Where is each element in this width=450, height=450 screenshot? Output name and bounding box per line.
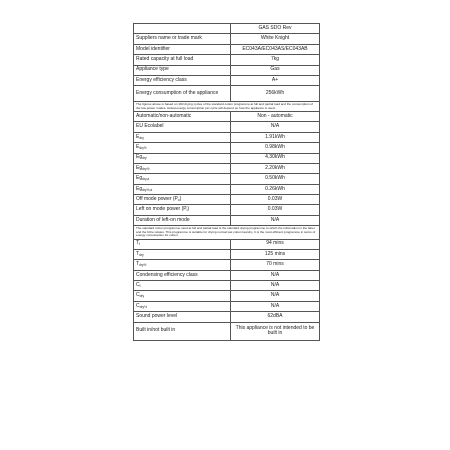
row-value: 256kWh: [231, 86, 320, 102]
row-value: 0.98kWh: [231, 143, 320, 153]
row-label: Model identifier: [134, 44, 231, 54]
row-label: $Eg_{dry\frac{1}{2}}$: [134, 163, 231, 173]
energy-note: The figures above is based on 160 drying cycles of the standard cotton programme at full and partial load and the consumption of the low-power modes. Actual energy consumption per cycle will depend on how the appliance is used.: [134, 102, 320, 112]
row-value: N/A: [231, 301, 320, 311]
table-row: [134, 111, 320, 121]
row-label: Off mode power $(P_o)$: [134, 195, 231, 205]
row-value: A+: [231, 75, 320, 85]
row-label: $T_t$: [134, 239, 231, 249]
table-row: [134, 86, 320, 102]
table-row: [134, 195, 320, 205]
table-row: [134, 75, 320, 85]
row-label: EU Ecolabel: [134, 122, 231, 132]
note-row: [134, 226, 320, 239]
row-label: Energy consumption of the appliance: [134, 86, 231, 102]
table-row: [134, 122, 320, 132]
header-blank-cell: [134, 24, 231, 34]
row-label: $T_{dry\frac{1}{2}}$: [134, 260, 231, 270]
row-value: White Knight: [231, 34, 320, 44]
table-row: [134, 143, 320, 153]
row-value: 0.50kWh: [231, 174, 320, 184]
row-value: 125 mins: [231, 249, 320, 259]
row-label: Suppliers name or trade mark: [134, 34, 231, 44]
row-label: $E_{dry\frac{1}{2}}$: [134, 143, 231, 153]
table-row: [134, 281, 320, 291]
row-value: 62dBA: [231, 312, 320, 322]
table-row: [134, 270, 320, 280]
row-value: 0.03W: [231, 195, 320, 205]
table-row: [134, 260, 320, 270]
row-label: Automatic/non-automatic: [134, 111, 231, 121]
row-label: Built in/not built in: [134, 322, 231, 340]
table-row: [134, 44, 320, 54]
row-label: Condensing efficiency class: [134, 270, 231, 280]
programme-note: The standard cotton programme used at full and partial load is the standard drying programme to which the information in the label and the fiche relates. This programme is suitable for drying normal wet cotton laundry. It is the most efficient programme in terms of energy consumption for cotton.: [134, 226, 320, 239]
row-label: $C_{dry\frac{1}{2}}$: [134, 301, 231, 311]
table-header-row: [134, 24, 320, 34]
table-row: [134, 312, 320, 322]
product-fiche: [133, 23, 317, 341]
row-value: N/A: [231, 215, 320, 225]
table-row: [134, 239, 320, 249]
row-value: 0.03W: [231, 205, 320, 215]
row-label: $Eg_{dry,a}$: [134, 174, 231, 184]
row-value: 2.20kWh: [231, 163, 320, 173]
row-value: N/A: [231, 291, 320, 301]
fiche-table: [133, 23, 320, 341]
model-header: GAS SDO Rev: [231, 24, 320, 34]
row-label: Left on mode power $(P_l)$: [134, 205, 231, 215]
row-label: Energy efficiency class: [134, 75, 231, 85]
row-label: $E_{dry}$: [134, 132, 231, 142]
row-value: 4.30kWh: [231, 153, 320, 163]
table-row: [134, 65, 320, 75]
table-row: [134, 132, 320, 142]
table-row: [134, 174, 320, 184]
row-value: N/A: [231, 270, 320, 280]
table-row: [134, 291, 320, 301]
table-row: [134, 322, 320, 340]
row-label: $T_{dry}$: [134, 249, 231, 259]
table-row: [134, 163, 320, 173]
table-row: [134, 153, 320, 163]
row-value: 7kg: [231, 55, 320, 65]
row-value: N/A: [231, 122, 320, 132]
row-label: Appliance type: [134, 65, 231, 75]
row-value: 70 mins: [231, 260, 320, 270]
row-label: Rated capacity at full load: [134, 55, 231, 65]
row-value: 0.26kWh: [231, 184, 320, 194]
table-row: [134, 184, 320, 194]
table-row: [134, 301, 320, 311]
row-label: $C_{dry}$: [134, 291, 231, 301]
table-row: [134, 249, 320, 259]
table-row: [134, 34, 320, 44]
row-value: 1.91kWh: [231, 132, 320, 142]
row-value: Gas: [231, 65, 320, 75]
table-row: [134, 215, 320, 225]
row-value: N/A: [231, 281, 320, 291]
row-label: Duration of left-on mode: [134, 215, 231, 225]
table-row: [134, 55, 320, 65]
row-label: Sound power level: [134, 312, 231, 322]
row-value: EC043A/EC043AS/EC043AB: [231, 44, 320, 54]
row-value: Non - automatic: [231, 111, 320, 121]
note-row: [134, 102, 320, 112]
table-row: [134, 205, 320, 215]
row-label: $Eg_{dry\frac{1}{2},a}$: [134, 184, 231, 194]
row-label: $C_t$: [134, 281, 231, 291]
row-value: This appliance is not intended to be built in: [231, 322, 320, 340]
row-value: 94 mins: [231, 239, 320, 249]
row-label: $Eg_{dry}$: [134, 153, 231, 163]
